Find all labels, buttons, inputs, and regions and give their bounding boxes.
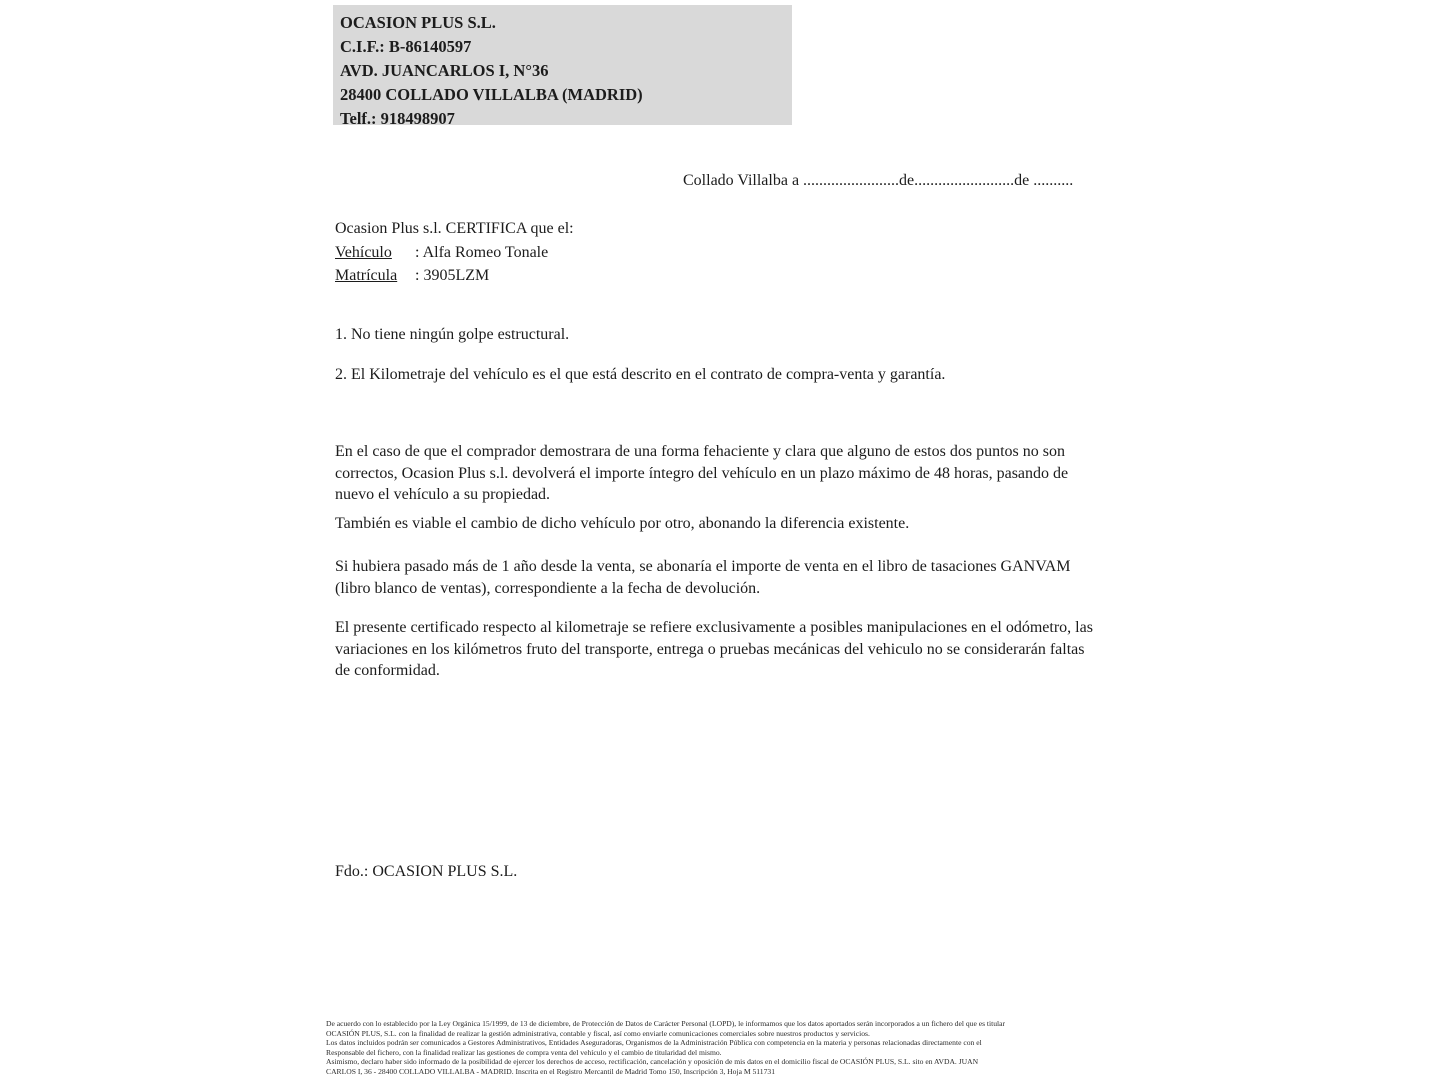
certification-point-1: 1. No tiene ningún golpe estructural. [335, 326, 570, 343]
plate-value: : 3905LZM [415, 267, 490, 284]
vehicle-label: Vehículo [335, 243, 392, 261]
plate-row [335, 264, 574, 288]
legal-line-4: Responsable del fichero, con la finalidad realizar las gestiones de compra venta del vehículo y el cambio de titularidad del mismo. [326, 1047, 722, 1057]
legal-line-1: De acuerdo con lo establecido por la Ley Orgánica 15/1999, de 13 de diciembre, de Protección de Datos de Carácter Personal (LOPD), le informamos que los datos aportados serán incorporados a un fichero del que es titular [326, 1019, 1006, 1028]
paragraph-exchange-option: También es viable el cambio de dicho vehículo por otro, abonando la diferencia existente. [335, 515, 910, 532]
vehicle-row [335, 241, 574, 265]
legal-line-2: OCASIÓN PLUS, S.L. con la finalidad de realizar la gestión administrativa, contable y fiscal, así como enviarle comunicaciones comerciales sobre nuestros productos y servicios. [326, 1028, 870, 1038]
company-cif: C.I.F.: B-86140597 [340, 37, 472, 56]
company-name: OCASION PLUS S.L. [340, 13, 496, 32]
certify-intro: Ocasion Plus s.l. CERTIFICA que el: [335, 220, 574, 237]
legal-line-5: Asimismo, declaro haber sido informado de la posibilidad de ejercer los derechos de acceso, rectificación, cancelación y oposición de mis datos en el domicilio fiscal de OCASIÓN PLUS, S.L. sito en AVDA. JUAN [326, 1057, 979, 1067]
company-address: AVD. JUANCARLOS I, N°36 [340, 61, 549, 80]
signature-line: Fdo.: OCASION PLUS S.L. [335, 863, 518, 880]
certify-block [335, 217, 574, 288]
company-phone: Telf.: 918498907 [340, 109, 455, 128]
legal-line-3: Los datos incluidos podrán ser comunicados a Gestores Administrativos, Entidades Aseguradoras, Organismos de la Administración Pública con competencia en la materia y personas relacionadas directamente con el [326, 1038, 982, 1048]
paragraph-odometer-disclaimer: El presente certificado respecto al kilometraje se refiere exclusivamente a posibles manipulaciones en el odómetro, las variaciones en los kilómetros fruto del transporte, entrega o pruebas mecánicas del vehiculo no se considerarán faltas de conformidad. [335, 619, 1093, 679]
legal-line-6: CARLOS I, 36 - 28400 COLLADO VILLALBA - MADRID. Inscrita en el Registro Mercantil de Madrid Tomo 150, Inscripción 3, Hoja M 511731 [326, 1066, 775, 1076]
company-city: 28400 COLLADO VILLALBA (MADRID) [340, 85, 643, 104]
vehicle-value: : Alfa Romeo Tonale [415, 243, 549, 261]
plate-label: Matrícula [335, 267, 398, 284]
letterhead-block [333, 5, 792, 128]
legal-fine-print [326, 1019, 1116, 1077]
certification-point-2: 2. El Kilometraje del vehículo es el que está descrito en el contrato de compra-venta y garantía. [335, 366, 946, 383]
paragraph-ganvam-valuation: Si hubiera pasado más de 1 año desde la venta, se abonaría el importe de venta en el libro de tasaciones GANVAM (libro blanco de ventas), correspondiente a la fecha de devolución. [335, 558, 1071, 597]
paragraph-refund-conditions: En el caso de que el comprador demostrara de una forma fehaciente y clara que alguno de estos dos puntos no son correctos, Ocasion Plus s.l. devolverá el importe íntegro del vehículo en un plazo máximo de 48 horas, pasando de nuevo el vehículo a su propiedad. [335, 443, 1069, 503]
date-line: Collado Villalba a ........................de.........................de .......... [683, 172, 1074, 189]
